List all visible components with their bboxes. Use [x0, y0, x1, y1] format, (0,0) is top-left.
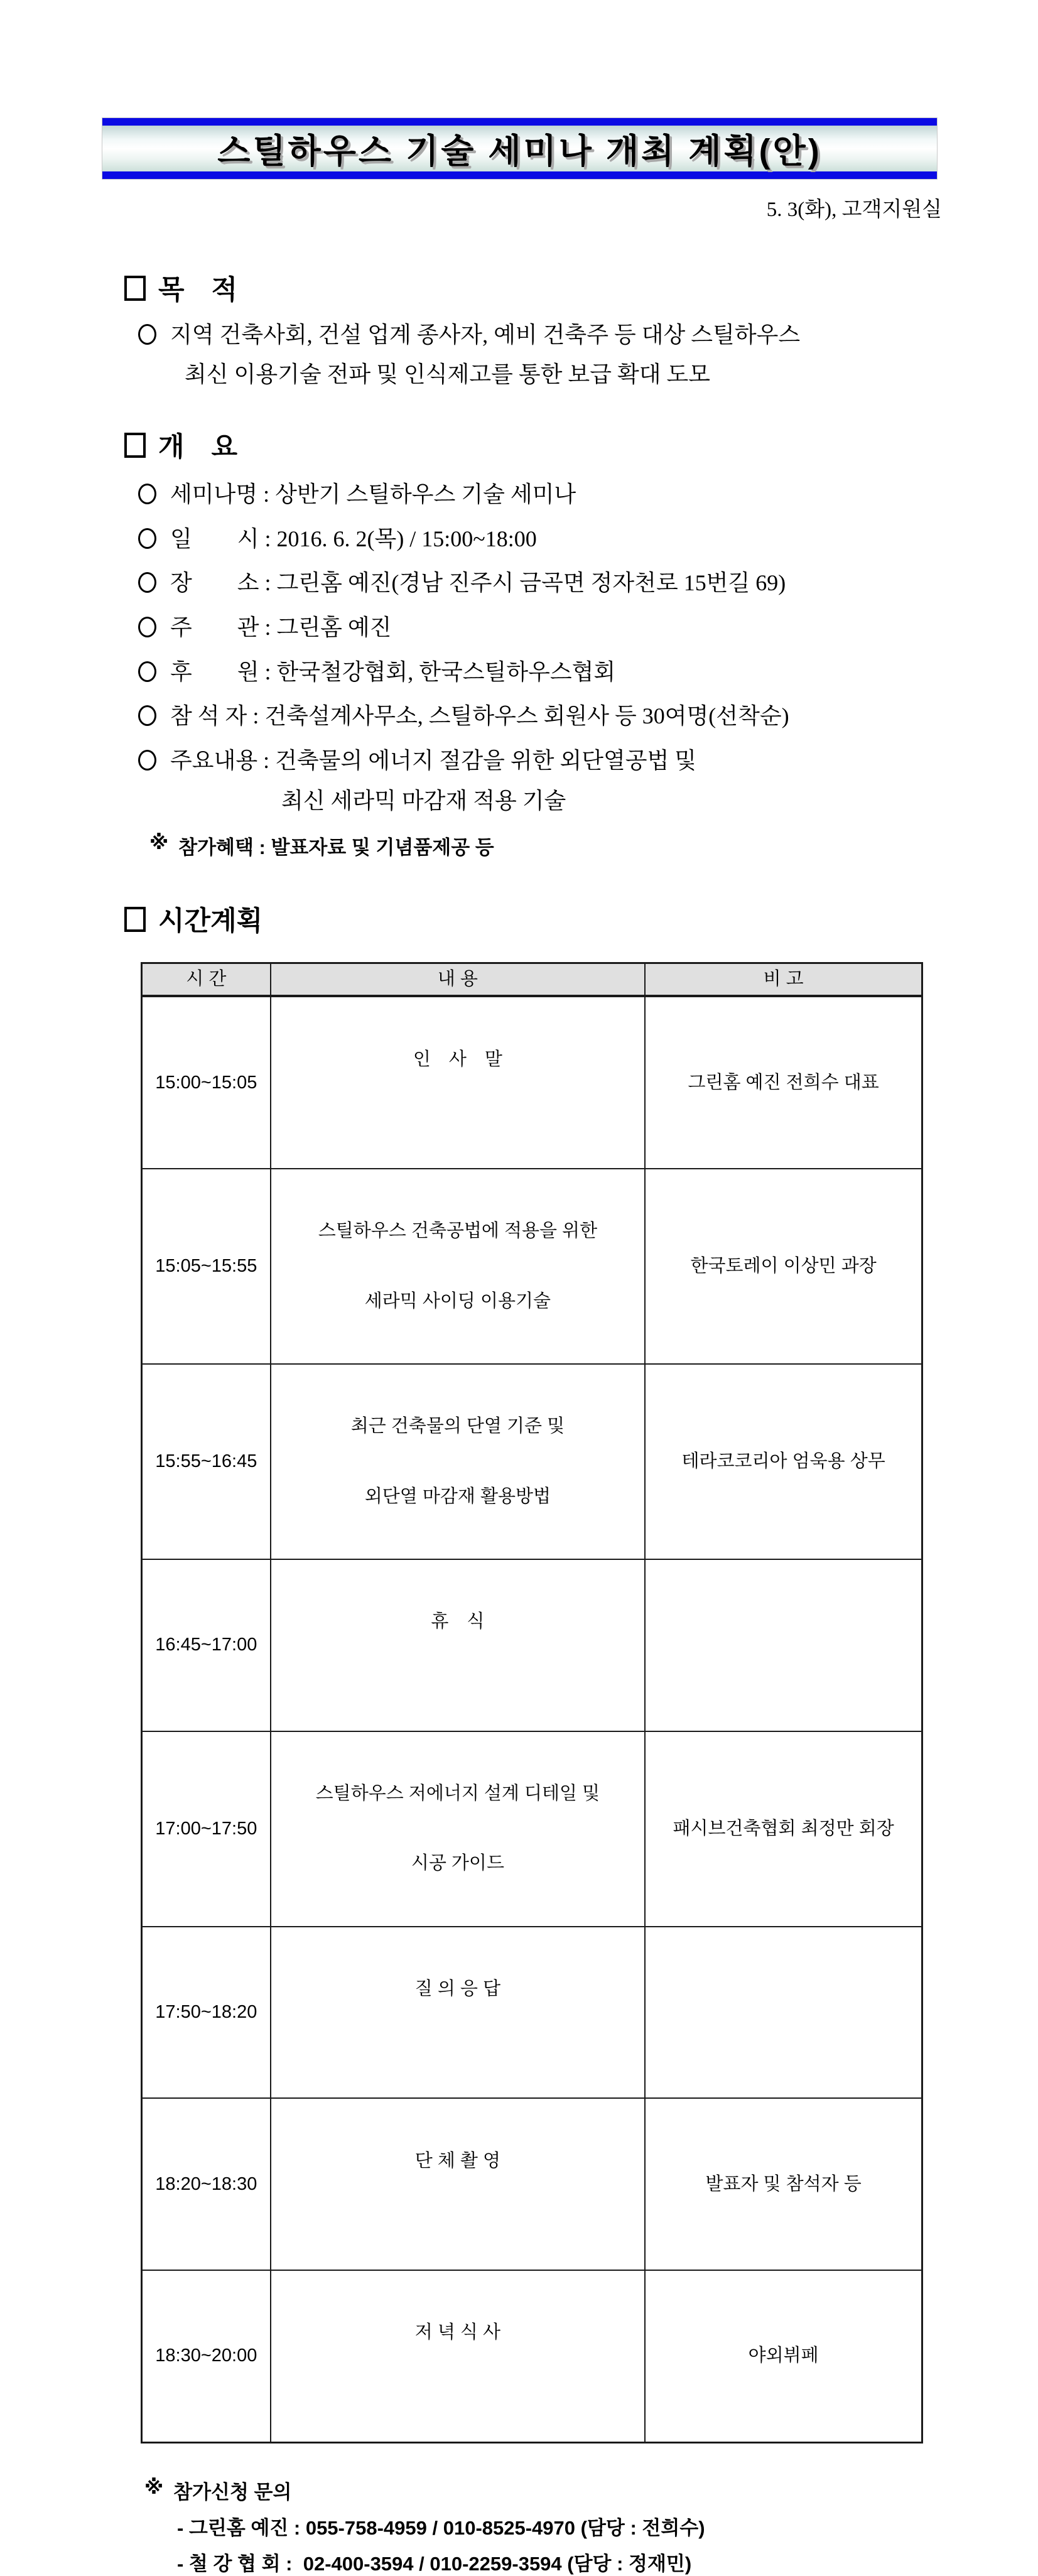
note-cell: 테라코코리아 엄욱용 상무 — [645, 1364, 922, 1559]
time-cell: 16:45~17:00 — [142, 1559, 271, 1731]
content-line: 단 체 촬 영 — [414, 2150, 501, 2171]
overview-item-text: 주 관 : 그린홈 예진 — [170, 614, 392, 640]
circle-bullet-icon — [138, 661, 156, 682]
date-department: 5. 3(화), 고객지원실 — [766, 198, 942, 221]
circle-bullet-icon — [138, 705, 156, 726]
participation-benefit-note — [149, 831, 1038, 860]
content-line: 외단열 마감재 활용방법 — [364, 1486, 551, 1507]
overview-item-seminar-name — [138, 479, 1000, 510]
time-cell: 17:50~18:20 — [142, 1927, 271, 2099]
square-bullet-icon — [124, 433, 146, 458]
overview-item-text: 참 석 자 : 건축설계사무소, 스틸하우스 회원사 등 30여명(선착순) — [170, 703, 789, 729]
content-line: 스틸하우스 건축공법에 적용을 위한 — [318, 1221, 598, 1242]
note-cell — [645, 1559, 922, 1731]
contact-line-steel-association: - 철 강 협 회 : 02-400-3594 / 010-2259-3594 (담당 : 정재민) — [177, 2552, 692, 2575]
note-cell — [645, 1927, 922, 2099]
content-cell — [271, 2098, 646, 2270]
content-line: 저 녁 식 사 — [414, 2322, 501, 2343]
content-cell — [271, 2270, 646, 2442]
content-cell — [271, 1927, 646, 2099]
purpose-text-line2: 최신 이용기술 전파 및 인식제고를 통한 보급 확대 도모 — [185, 361, 711, 387]
overview-item-text: 장 소 : 그린홈 예진(경남 진주시 금곡면 정자천로 15번길 69) — [170, 570, 786, 596]
contact-title-text: 참가신청 문의 — [173, 2481, 292, 2503]
schedule-table — [141, 962, 923, 2443]
table-row — [142, 1731, 922, 1927]
table-row — [142, 2098, 922, 2270]
reference-mark-icon: ※ — [144, 2476, 164, 2498]
overview-item-organizer — [138, 612, 1000, 643]
overview-item-sponsor — [138, 657, 1000, 688]
content-line: 스틸하우스 저에너지 설계 디테일 및 — [315, 1783, 600, 1804]
circle-bullet-icon — [138, 324, 156, 345]
overview-item-text: 후 원 : 한국철강협회, 한국스틸하우스협회 — [170, 659, 616, 685]
document-page — [0, 118, 1038, 2575]
time-cell: 15:05~15:55 — [142, 1169, 271, 1364]
table-row — [142, 2270, 922, 2442]
overview-item-datetime — [138, 524, 1000, 555]
document-title: 스틸하우스 기술 세미나 개최 계획(안) — [217, 133, 822, 170]
column-header-time: 시 간 — [142, 963, 271, 997]
content-line: 인 사 말 — [413, 1049, 502, 1069]
table-row — [142, 1364, 922, 1559]
square-bullet-icon — [124, 907, 146, 932]
table-row — [142, 1559, 922, 1731]
overview-item-topics-continuation: 최신 세라믹 마감재 적용 기술 — [281, 788, 566, 814]
contact-line-greenhome: - 그린홈 예진 : 055-758-4959 / 010-8525-4970 (담당 : 전희수) — [177, 2516, 705, 2539]
section-heading-schedule — [124, 900, 1038, 938]
content-cell — [271, 996, 646, 1169]
content-line: 최근 건축물의 단열 기준 및 — [350, 1416, 565, 1437]
content-line: 질 의 응 답 — [414, 1978, 501, 1999]
overview-item-attendees — [138, 701, 1000, 732]
content-cell — [271, 1559, 646, 1731]
section-heading-text: 개 요 — [158, 432, 238, 463]
note-cell: 발표자 및 참석자 등 — [645, 2098, 922, 2270]
column-header-content: 내 용 — [271, 963, 646, 997]
circle-bullet-icon — [138, 484, 156, 504]
content-cell — [271, 1731, 646, 1927]
circle-bullet-icon — [138, 617, 156, 637]
overview-item-text: 세미나명 : 상반기 스틸하우스 기술 세미나 — [170, 482, 576, 507]
section-heading-text: 시간계획 — [158, 906, 263, 937]
benefit-note-text: 참가혜택 : 발표자료 및 기념품제공 등 — [178, 836, 494, 859]
content-cell — [271, 1169, 646, 1364]
section-heading-overview — [124, 426, 1038, 464]
table-row — [142, 1927, 922, 2099]
note-cell: 그린홈 예진 전희수 대표 — [645, 996, 922, 1169]
time-cell: 15:00~15:05 — [142, 996, 271, 1169]
section-heading-text: 목 적 — [158, 275, 238, 305]
overview-item-topics — [138, 745, 1000, 776]
circle-bullet-icon — [138, 572, 156, 593]
overview-item-venue — [138, 568, 1000, 598]
purpose-item — [138, 320, 1000, 350]
section-heading-purpose — [124, 269, 1038, 307]
circle-bullet-icon — [138, 750, 156, 771]
column-header-note: 비 고 — [645, 963, 922, 997]
note-cell: 한국토레이 이상민 과장 — [645, 1169, 922, 1364]
time-cell: 18:30~20:00 — [142, 2270, 271, 2442]
table-row — [142, 1169, 922, 1364]
purpose-text-line1: 지역 건축사회, 건설 업계 종사자, 예비 건축주 등 대상 스틸하우스 — [170, 322, 801, 347]
reference-mark-icon: ※ — [149, 831, 169, 854]
overview-item-text: 주요내용 : 건축물의 에너지 절감을 위한 외단열공법 및 — [170, 747, 697, 773]
note-cell: 패시브건축협회 최정만 회장 — [645, 1731, 922, 1927]
time-cell: 17:00~17:50 — [142, 1731, 271, 1927]
content-cell — [271, 1364, 646, 1559]
table-header-row — [142, 963, 922, 997]
content-line: 시공 가이드 — [411, 1853, 504, 1874]
note-cell: 야외뷔페 — [645, 2270, 922, 2442]
time-cell: 15:55~16:45 — [142, 1364, 271, 1559]
square-bullet-icon — [124, 276, 146, 301]
title-banner — [102, 118, 937, 179]
table-row — [142, 996, 922, 1169]
overview-item-text: 일 시 : 2016. 6. 2(목) / 15:00~18:00 — [170, 526, 537, 551]
time-cell: 18:20~18:30 — [142, 2098, 271, 2270]
content-line: 휴 식 — [431, 1611, 485, 1632]
content-line: 세라믹 사이딩 이용기술 — [364, 1291, 551, 1311]
contact-section-title — [144, 2476, 1038, 2504]
circle-bullet-icon — [138, 528, 156, 549]
